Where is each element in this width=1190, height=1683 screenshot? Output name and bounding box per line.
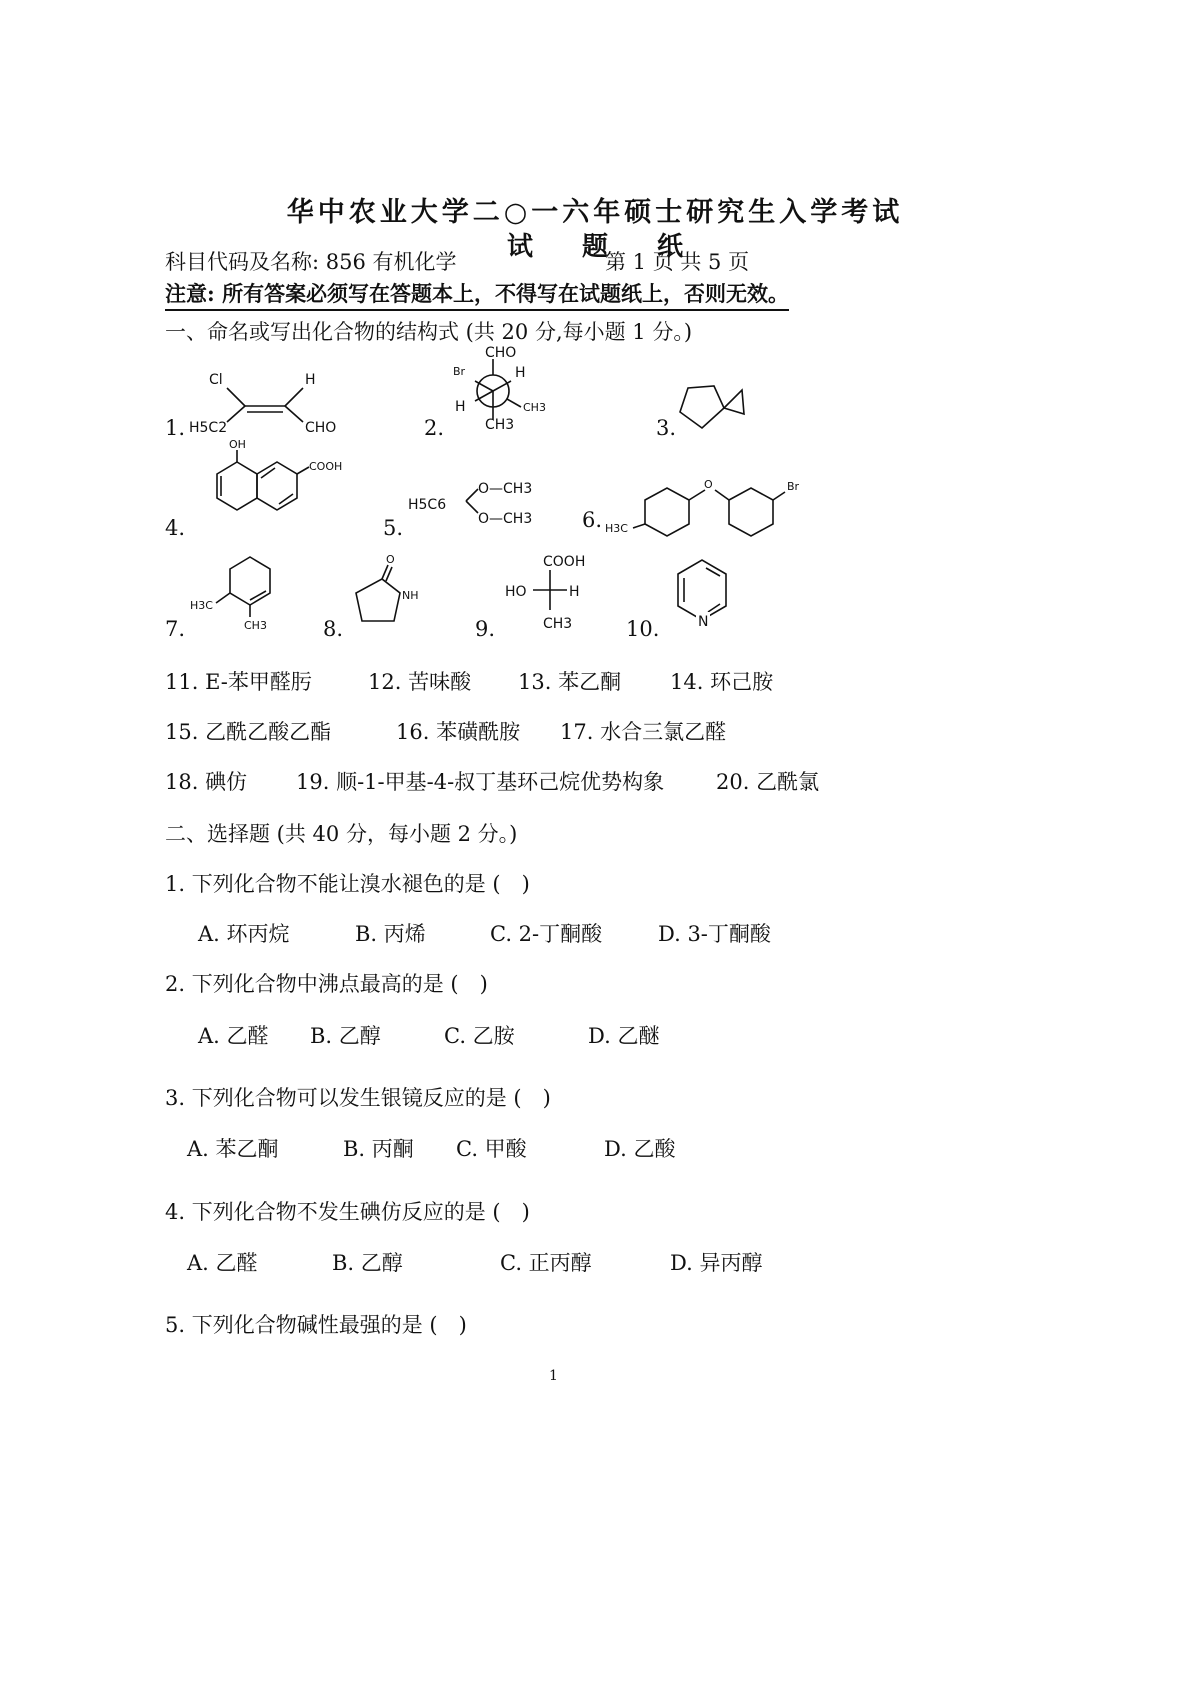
- atom-h3c: H3C: [190, 599, 213, 612]
- atom-och3-top: O—CH3: [478, 481, 533, 497]
- exam-title: 华中农业大学二○一六年硕士研究生入学考试: [286, 197, 904, 228]
- structure-6-diaryl-ether: [605, 470, 815, 540]
- structure-5-acetal: [408, 475, 558, 535]
- structure-2-newman: [445, 345, 565, 435]
- atom-cho: CHO: [305, 420, 337, 436]
- q2-option-b: B. 乙醇: [310, 1024, 381, 1048]
- q3-option-a: A. 苯乙酮: [187, 1137, 279, 1161]
- question-1: 1. 下列化合物不能让溴水褪色的是 ( ): [165, 872, 530, 896]
- structure-7-cyclohexene: [190, 555, 290, 635]
- atom-h: H: [569, 584, 580, 600]
- item-17: 17. 水合三氯乙醛: [560, 720, 727, 744]
- q1-option-a: A. 环丙烷: [198, 922, 290, 946]
- structure-3-spiro: [680, 380, 770, 440]
- atom-h: H: [305, 372, 316, 388]
- page-info: 第 1 页 共 5 页: [605, 250, 750, 274]
- atom-h5c2: H5C2: [189, 420, 228, 436]
- atom-nh: NH: [402, 589, 419, 602]
- q3-option-b: B. 丙酮: [343, 1137, 414, 1161]
- q2-option-a: A. 乙醛: [198, 1024, 269, 1048]
- atom-h-left: H: [455, 399, 466, 415]
- atom-cooh: COOH: [543, 554, 586, 570]
- atom-ch3-bottom: CH3: [485, 417, 515, 433]
- atom-o: O: [386, 553, 395, 566]
- atom-ch3: CH3: [543, 616, 573, 632]
- item-18: 18. 碘仿: [165, 770, 248, 794]
- atom-n: N: [698, 614, 709, 630]
- question-4: 4. 下列化合物不发生碘仿反应的是 ( ): [165, 1200, 530, 1224]
- q1-option-d: D. 3-丁酮酸: [658, 922, 771, 946]
- q2-option-c: C. 乙胺: [444, 1024, 515, 1048]
- struct-label-4: 4.: [165, 516, 186, 540]
- q1-option-b: B. 丙烯: [355, 922, 426, 946]
- atom-cho: CHO: [485, 345, 517, 361]
- atom-br: Br: [787, 480, 800, 493]
- struct-label-10: 10.: [626, 617, 660, 641]
- structure-4-naphthalene: [195, 438, 355, 530]
- structure-1-diagram: [185, 360, 355, 440]
- atom-h5c6: H5C6: [408, 497, 447, 513]
- structure-8-lactam: [350, 555, 440, 635]
- question-2: 2. 下列化合物中沸点最高的是 ( ): [165, 972, 488, 996]
- section1-heading: 一、命名或写出化合物的结构式 (共 20 分,每小题 1 分。): [165, 320, 693, 344]
- struct-label-9: 9.: [475, 617, 496, 641]
- subject-code: 科目代码及名称: 856 有机化学: [165, 250, 457, 274]
- struct-label-6: 6.: [582, 508, 603, 532]
- page-number: 1: [549, 1368, 558, 1384]
- q4-option-d: D. 异丙醇: [670, 1251, 763, 1275]
- q3-option-d: D. 乙酸: [604, 1137, 676, 1161]
- atom-o: O: [704, 478, 713, 491]
- struct-label-1: 1.: [165, 416, 186, 440]
- atom-h-right: H: [515, 365, 526, 381]
- atom-br: Br: [453, 365, 466, 378]
- q2-option-d: D. 乙醚: [588, 1024, 660, 1048]
- struct-label-5: 5.: [383, 516, 404, 540]
- item-19: 19. 顺-1-甲基-4-叔丁基环己烷优势构象: [296, 770, 665, 794]
- question-5: 5. 下列化合物碱性最强的是 ( ): [165, 1313, 467, 1337]
- struct-label-8: 8.: [323, 617, 344, 641]
- item-13: 13. 苯乙酮: [518, 670, 622, 694]
- q4-option-a: A. 乙醛: [187, 1251, 258, 1275]
- section2-heading: 二、选择题 (共 40 分，每小题 2 分。): [165, 822, 518, 846]
- q4-option-c: C. 正丙醇: [500, 1251, 592, 1275]
- item-12: 12. 苦味酸: [368, 670, 472, 694]
- q4-option-b: B. 乙醇: [332, 1251, 403, 1275]
- structure-9-fischer: [505, 550, 605, 635]
- struct-label-2: 2.: [424, 416, 445, 440]
- q1-option-c: C. 2-丁酮酸: [490, 922, 603, 946]
- atom-ho: HO: [505, 584, 527, 600]
- atom-h3c: H3C: [605, 522, 628, 535]
- atom-cl: Cl: [209, 372, 223, 388]
- item-14: 14. 环己胺: [670, 670, 774, 694]
- atom-och3-bottom: O—CH3: [478, 511, 533, 527]
- atom-ch3: CH3: [244, 619, 267, 632]
- structure-10-pyridine: [668, 560, 758, 640]
- atom-ch3-right: CH3: [523, 401, 546, 414]
- struct-label-3: 3.: [656, 416, 677, 440]
- notice: 注意: 所有答案必须写在答题本上，不得写在试题纸上，否则无效。: [165, 278, 789, 311]
- item-16: 16. 苯磺酰胺: [396, 720, 521, 744]
- q3-option-c: C. 甲酸: [456, 1137, 527, 1161]
- item-15: 15. 乙酰乙酸乙酯: [165, 720, 332, 744]
- struct-label-7: 7.: [165, 617, 186, 641]
- atom-oh: OH: [229, 438, 246, 451]
- item-20: 20. 乙酰氯: [716, 770, 820, 794]
- item-11: 11. E-苯甲醛肟: [165, 670, 312, 694]
- question-3: 3. 下列化合物可以发生银镜反应的是 ( ): [165, 1086, 551, 1110]
- atom-cooh: COOH: [309, 460, 343, 473]
- exam-subtitle: 试 题 纸: [506, 232, 684, 262]
